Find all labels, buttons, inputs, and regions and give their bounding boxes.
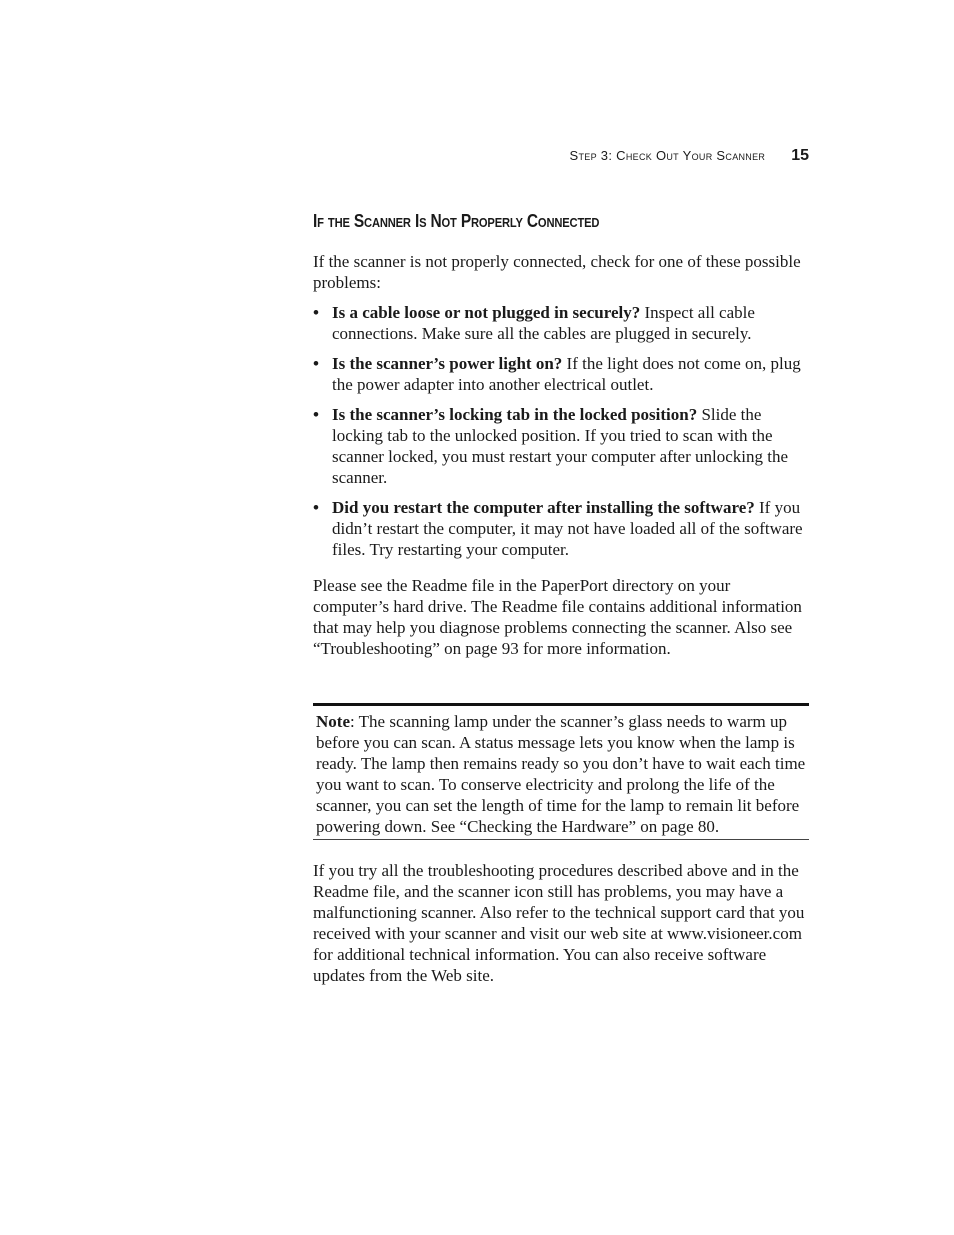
section-title: If the Scanner Is Not Properly Connected	[313, 211, 600, 231]
problem-answer: If the light does not come on, plug the power adapter into another electrical outlet.	[332, 354, 801, 394]
closing-paragraph: If you try all the troubleshooting procedures described above and in the Readme file, and the scanner icon still has problems, you may have a malfunctioning scanner. Also refer to the technical support card that you received with your scanner and visit our web site at www.visioneer.com for additional technical information. You can also receive software updates from the Web site.	[313, 861, 805, 985]
page-number: 15	[791, 147, 809, 164]
problem-list	[313, 302, 809, 560]
list-item	[313, 404, 809, 488]
problem-answer: Slide the locking tab to the unlocked position. If you tried to scan with the scanner locked, you must restart your computer after unlocking the scanner.	[332, 405, 789, 487]
running-head-title: Step 3: Check Out Your Scanner	[569, 148, 766, 163]
list-item	[313, 302, 809, 344]
problem-question: Did you restart the computer after installing the software?	[332, 498, 755, 517]
problem-question: Is the scanner’s locking tab in the locked position?	[332, 405, 698, 424]
note-text: : The scanning lamp under the scanner’s glass needs to warm up before you can scan. A status message lets you know when the lamp is ready. The lamp then remains ready so you don’t have to wait each time you want to scan. To conserve electricity and prolong the life of the scanner, you can set the length of time for the lamp to remain lit before powering down. See “Checking the Hardware” on page 80.	[316, 712, 806, 836]
problem-question: Is the scanner’s power light on?	[332, 354, 563, 373]
list-item	[313, 353, 809, 395]
note-label: Note	[316, 712, 350, 731]
bullet-icon: •	[313, 303, 319, 322]
note-box	[313, 703, 809, 840]
problem-answer: Inspect all cable connections. Make sure all the cables are plugged in securely.	[332, 303, 755, 343]
bullet-icon: •	[313, 354, 319, 373]
problem-answer: If you didn’t restart the computer, it may not have loaded all of the software files. Try restarting your computer.	[332, 498, 803, 559]
bullet-icon: •	[313, 498, 319, 517]
running-head	[540, 147, 809, 165]
intro-paragraph: If the scanner is not properly connected, check for one of these possible problems:	[313, 252, 801, 292]
bullet-icon: •	[313, 405, 319, 424]
problem-question: Is a cable loose or not plugged in securely?	[332, 303, 641, 322]
page-content	[313, 208, 809, 986]
list-item	[313, 497, 809, 560]
readme-paragraph: Please see the Readme file in the PaperPort directory on your computer’s hard drive. The Readme file contains additional information that may help you diagnose problems connecting the scanner. Also see “Troubleshooting” on page 93 for more information.	[313, 576, 802, 658]
